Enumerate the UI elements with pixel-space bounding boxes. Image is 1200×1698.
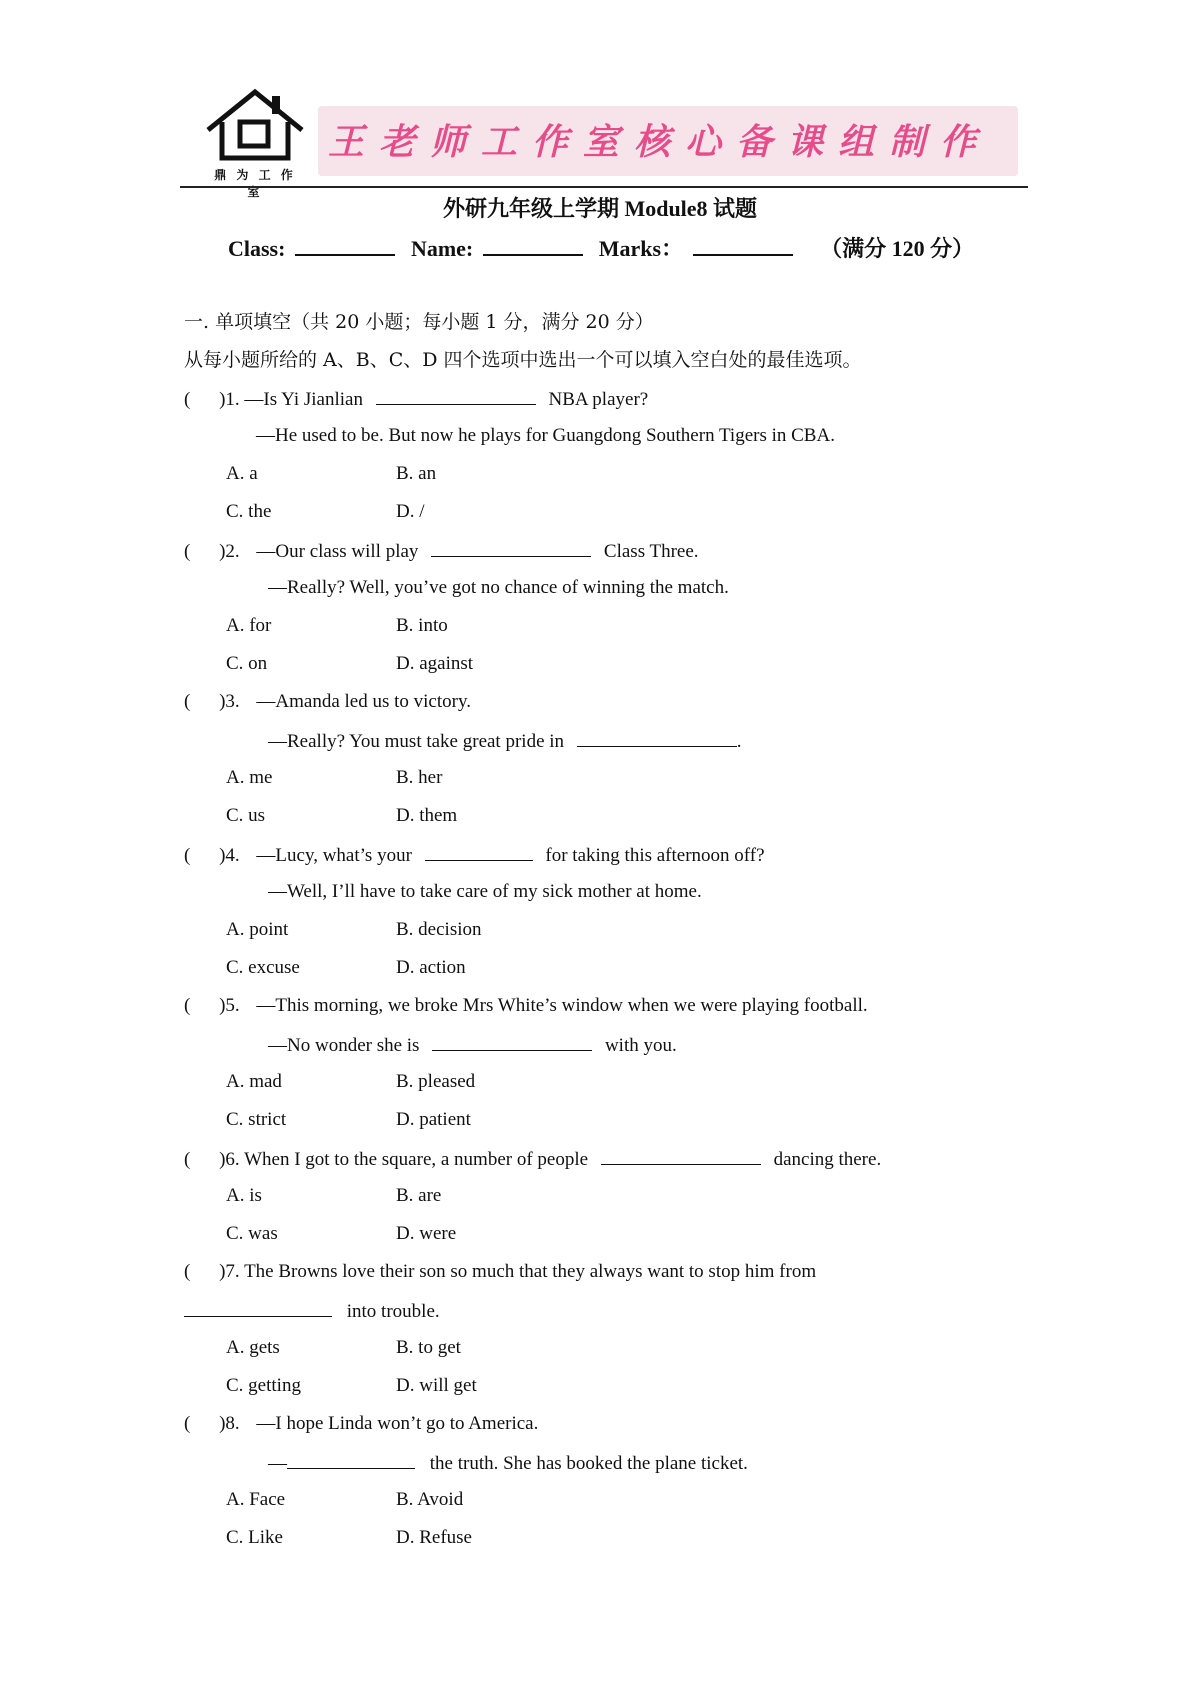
question-1 — [184, 386, 648, 412]
marks-blank[interactable] — [693, 236, 793, 256]
option-a[interactable]: A. Face — [226, 1489, 286, 1510]
class-blank[interactable] — [295, 236, 395, 256]
answer-paren: ( — [184, 541, 191, 562]
question-number: )5. — [219, 995, 240, 1016]
option-b[interactable]: B. into — [396, 615, 448, 636]
question-text: —Lucy, what’s your — [256, 845, 412, 866]
student-info-line — [228, 232, 974, 263]
question-1-reply: —He used to be. But now he plays for Guangdong Southern Tigers in CBA. — [256, 425, 835, 446]
question-number: )3. — [219, 691, 240, 712]
option-a[interactable]: A. gets — [226, 1337, 280, 1358]
fill-blank[interactable] — [431, 538, 591, 557]
option-a[interactable]: A. me — [226, 767, 273, 788]
option-a[interactable]: A. is — [226, 1185, 262, 1206]
question-5 — [184, 994, 868, 1018]
option-d[interactable]: D. / — [396, 501, 425, 522]
name-label: Name: — [410, 236, 474, 261]
question-text: The Browns love their son so much that they always want to stop him from — [244, 1261, 817, 1282]
question-number: )1. — [219, 389, 240, 410]
section-heading: 一. 单项填空（共 20 小题；每小题 1 分，满分 20 分） — [184, 311, 654, 333]
fill-blank[interactable] — [184, 1298, 332, 1317]
question-number: )7. — [219, 1261, 240, 1282]
option-c[interactable]: C. us — [226, 805, 266, 826]
option-c[interactable]: C. was — [226, 1223, 278, 1244]
header-divider — [180, 186, 1028, 188]
question-text: —I hope Linda won’t go to America. — [256, 1413, 539, 1434]
answer-paren: ( — [184, 389, 191, 410]
answer-paren: ( — [184, 995, 191, 1016]
question-text-after: Class Three. — [603, 541, 699, 562]
question-4-reply: —Well, I’ll have to take care of my sick mother at home. — [268, 881, 702, 902]
option-c[interactable]: C. strict — [226, 1109, 287, 1130]
section-instruction: 从每小题所给的 A、B、C、D 四个选项中选出一个可以填入空白处的最佳选项。 — [184, 349, 862, 371]
name-blank[interactable] — [483, 236, 583, 256]
option-a[interactable]: A. for — [226, 615, 272, 636]
option-d[interactable]: D. patient — [396, 1109, 471, 1130]
option-b[interactable]: B. Avoid — [396, 1489, 464, 1510]
question-text: When I got to the square, a number of people — [244, 1149, 589, 1170]
reply-text: — — [268, 1453, 287, 1474]
question-number: )8. — [219, 1413, 240, 1434]
fill-blank[interactable] — [432, 1032, 592, 1051]
logo-caption: 鼎 为 工 作 室 — [214, 168, 296, 199]
option-d[interactable]: D. Refuse — [396, 1527, 472, 1548]
question-number: )2. — [219, 541, 240, 562]
option-c[interactable]: C. getting — [226, 1375, 301, 1396]
banner-text: 王老师工作室核心备课组制作 — [328, 122, 992, 163]
option-a[interactable]: A. point — [226, 919, 289, 940]
option-b[interactable]: B. her — [396, 767, 443, 788]
question-text: —Our class will play — [256, 541, 419, 562]
fill-blank[interactable] — [577, 728, 737, 747]
question-text: —Amanda led us to victory. — [256, 691, 471, 712]
option-c[interactable]: C. the — [226, 501, 272, 522]
marks-label: Marks： — [598, 236, 684, 261]
option-b[interactable]: B. are — [396, 1185, 442, 1206]
option-b[interactable]: B. pleased — [396, 1071, 476, 1092]
question-number: )6. — [219, 1149, 240, 1170]
question-text-after: NBA player? — [548, 389, 649, 410]
page-title: 外研九年级上学期 Module8 试题 — [442, 196, 758, 221]
fill-blank[interactable] — [425, 842, 533, 861]
fill-blank[interactable] — [601, 1146, 761, 1165]
option-a[interactable]: A. a — [226, 463, 258, 484]
question-3 — [184, 690, 471, 714]
reply-text-after: . — [736, 731, 742, 752]
reply-text: —Really? You must take great pride in — [268, 731, 565, 752]
fill-blank[interactable] — [287, 1450, 415, 1469]
answer-paren: ( — [184, 845, 191, 866]
answer-paren: ( — [184, 1149, 191, 1170]
question-number: )4. — [219, 845, 240, 866]
option-c[interactable]: C. excuse — [226, 957, 300, 978]
question-text: —This morning, we broke Mrs White’s window when we were playing football. — [256, 995, 868, 1016]
header-banner — [200, 86, 1020, 199]
question-text-after: dancing there. — [773, 1149, 882, 1170]
option-c[interactable]: C. Like — [226, 1527, 283, 1548]
question-7-continued — [184, 1298, 440, 1324]
class-label: Class: — [228, 236, 286, 261]
option-c[interactable]: C. on — [226, 653, 268, 674]
reply-text-after: the truth. She has booked the plane ticket. — [429, 1453, 748, 1474]
question-text-after: for taking this afternoon off? — [545, 845, 765, 866]
question-text-after: into trouble. — [346, 1301, 440, 1322]
option-d[interactable]: D. against — [396, 653, 474, 674]
answer-paren: ( — [184, 1261, 191, 1282]
question-8-reply — [268, 1450, 748, 1476]
question-5-reply — [268, 1032, 677, 1058]
answer-paren: ( — [184, 1413, 191, 1434]
option-b[interactable]: B. an — [396, 463, 437, 484]
option-b[interactable]: B. decision — [396, 919, 482, 940]
option-b[interactable]: B. to get — [396, 1337, 461, 1358]
question-3-reply — [268, 728, 742, 754]
total-score: （满分 120 分） — [820, 236, 975, 261]
reply-text: —No wonder she is — [268, 1035, 420, 1056]
reply-text-after: with you. — [604, 1035, 677, 1056]
question-2-reply: —Really? Well, you’ve got no chance of winning the match. — [268, 577, 729, 598]
question-4 — [184, 842, 765, 868]
house-logo-icon — [200, 86, 310, 199]
option-d[interactable]: D. them — [396, 805, 458, 826]
option-d[interactable]: D. action — [396, 957, 466, 978]
question-8 — [184, 1412, 538, 1436]
fill-blank[interactable] — [376, 386, 536, 405]
question-6 — [184, 1146, 881, 1172]
answer-paren: ( — [184, 691, 191, 712]
option-d[interactable]: D. were — [396, 1223, 457, 1244]
question-2 — [184, 538, 699, 564]
option-d[interactable]: D. will get — [396, 1375, 477, 1396]
question-7 — [184, 1260, 816, 1284]
option-a[interactable]: A. mad — [226, 1071, 282, 1092]
question-text: —Is Yi Jianlian — [244, 389, 363, 410]
